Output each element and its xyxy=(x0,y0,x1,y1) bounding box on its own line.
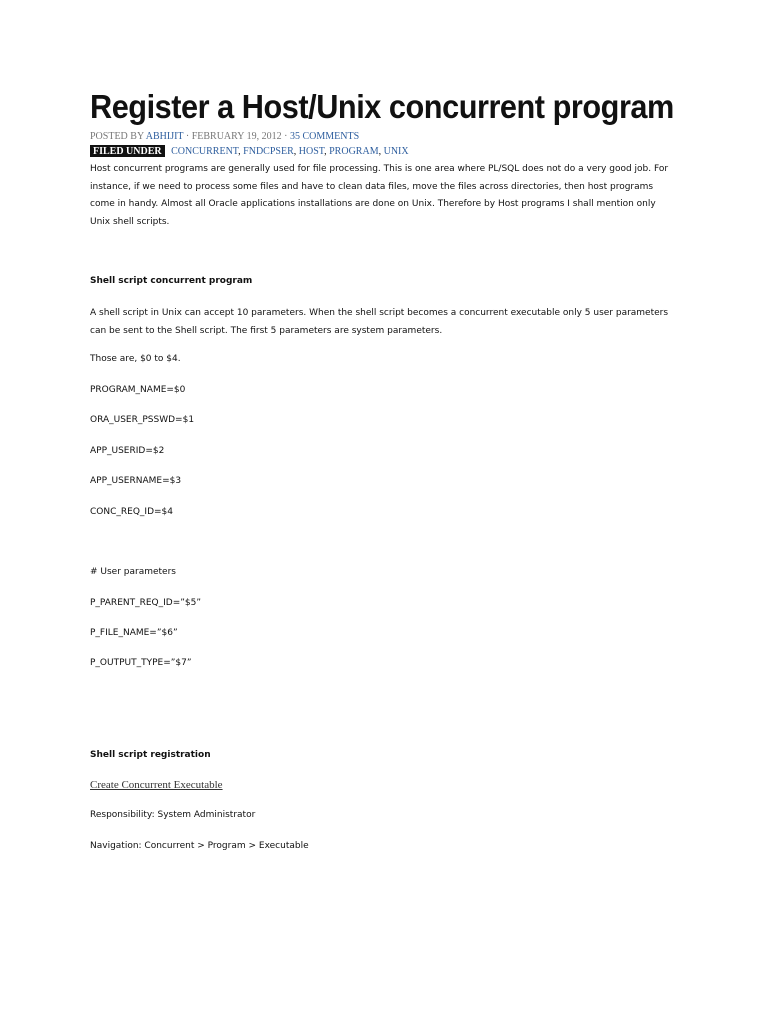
intro-paragraph xyxy=(90,161,690,231)
user-params-comment: # User parameters xyxy=(90,567,176,577)
page-title: Register a Host/Unix concurrent program xyxy=(90,88,674,125)
author-link[interactable]: ABHIJIT xyxy=(145,131,184,142)
intro-line: Unix shell scripts. xyxy=(90,216,170,227)
tag-link[interactable]: CONCURRENT xyxy=(171,146,239,157)
post-date: FEBRUARY 19, 2012 xyxy=(191,131,282,142)
intro-line: instance, if we need to process some files and have to clean data files, move the files across directories, then host programs xyxy=(90,181,654,192)
system-param: PROGRAM_NAME=$0 xyxy=(90,385,186,395)
section-heading-shell-script: Shell script concurrent program xyxy=(90,276,253,286)
posted-by-label: POSTED BY xyxy=(90,131,144,142)
meta-separator: · xyxy=(185,131,190,142)
system-param: CONC_REQ_ID=$4 xyxy=(90,507,173,517)
tag-link[interactable]: UNIX xyxy=(383,146,409,157)
intro-line: come in handy. Almost all Oracle applications installations are done on Unix. Therefore by Host programs I shall mention only xyxy=(90,199,656,209)
comments-link[interactable]: 35 COMMENTS xyxy=(289,131,360,142)
intro-line: Host concurrent programs are generally used for file processing. This is one area where PL/SQL does not do a very good job. For xyxy=(90,164,669,174)
system-param: APP_USERID=$2 xyxy=(90,446,165,456)
create-concurrent-executable-link[interactable]: Create Concurrent Executable xyxy=(90,779,223,791)
navigation-text: Navigation: Concurrent > Program > Executable xyxy=(90,841,309,851)
filed-under: FILED UNDER CONCURRENT, FNDCPSER, HOST, PROGRAM, UNIX xyxy=(90,145,409,157)
user-param: P_PARENT_REQ_ID=”$5” xyxy=(90,598,202,608)
tag-link[interactable]: FNDCPSER xyxy=(243,146,294,157)
post-meta xyxy=(90,131,359,142)
section1-line: can be sent to the Shell script. The first 5 parameters are system parameters. xyxy=(90,325,443,336)
responsibility-text: Responsibility: System Administrator xyxy=(90,810,256,820)
user-param: P_FILE_NAME=”$6” xyxy=(90,628,178,638)
tag-link[interactable]: PROGRAM xyxy=(329,146,379,157)
meta-separator: · xyxy=(284,131,288,142)
section1-paragraph xyxy=(90,305,690,340)
system-param: ORA_USER_PSSWD=$1 xyxy=(90,415,195,425)
tag-link[interactable]: HOST xyxy=(298,146,325,157)
section1-line: A shell script in Unix can accept 10 parameters. When the shell script becomes a concurrent executable only 5 user parameters xyxy=(90,308,669,318)
filed-under-label: FILED UNDER xyxy=(90,145,165,157)
section-heading-registration: Shell script registration xyxy=(90,750,211,760)
those-are-text: Those are, $0 to $4. xyxy=(90,354,181,364)
user-param: P_OUTPUT_TYPE=”$7” xyxy=(90,658,192,668)
system-param: APP_USERNAME=$3 xyxy=(90,476,182,486)
